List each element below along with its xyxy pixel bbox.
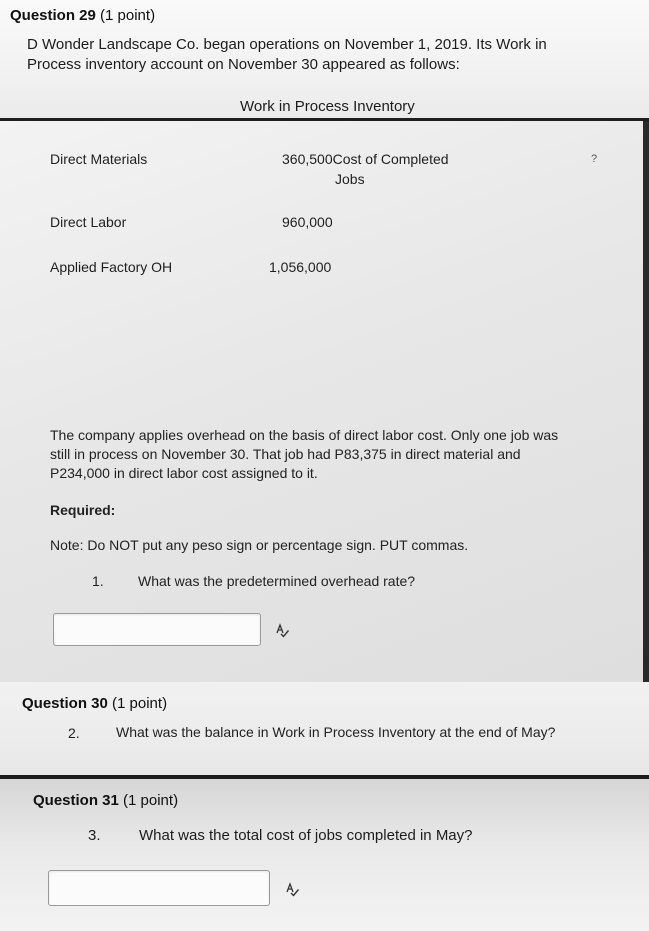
ledger-value-direct-labor: 960,000 [282, 214, 333, 230]
question-29-title [10, 7, 155, 24]
answer-input-q31[interactable] [48, 870, 270, 906]
question-number: Question 31 [33, 792, 119, 809]
ledger-credit-value-unknown: ? [591, 153, 598, 165]
ledger-value-direct-materials: 360,500 [282, 151, 333, 167]
account-title: Work in Process Inventory [240, 98, 415, 115]
item-text: What was the balance in Work in Process Inventory at the end of May? [116, 724, 556, 740]
spellcheck-icon[interactable] [284, 881, 300, 897]
paragraph-line-1: The company applies overhead on the basis of direct labor cost. Only one job was [50, 427, 559, 443]
ledger-credit-label: Cost of Completed [332, 151, 449, 167]
required-label: Required: [50, 502, 116, 518]
ledger-value-applied-factory-oh: 1,056,000 [269, 259, 332, 275]
question-30-title [22, 695, 167, 712]
question-29-intro-line-1: D Wonder Landscape Co. began operations on November 1, 2019. Its Work in [27, 36, 547, 53]
paragraph-line-3: P234,000 in direct labor cost assigned to it. [50, 465, 318, 481]
question-29-body-panel [0, 121, 645, 682]
item-number: 3. [88, 827, 101, 844]
question-number: Question 29 [10, 7, 96, 24]
answer-input-q29[interactable] [53, 613, 261, 646]
ledger-credit-label-line-2: Jobs [335, 171, 365, 187]
question-points: (1 point) [123, 792, 179, 809]
ledger-label-applied-factory-oh: Applied Factory OH [50, 259, 173, 275]
item-text: What was the predetermined overhead rate? [138, 573, 416, 589]
ledger-label-direct-labor: Direct Labor [50, 214, 127, 230]
item-number: 2. [68, 725, 80, 741]
question-points: (1 point) [112, 695, 168, 712]
question-29-intro-line-2: Process inventory account on November 30 appeared as follows: [27, 56, 460, 73]
question-31-title [33, 792, 178, 809]
instruction-note: Note: Do NOT put any peso sign or percentage sign. PUT commas. [50, 537, 469, 553]
item-text: What was the total cost of jobs completed in May? [139, 827, 473, 844]
panel-edge [643, 121, 649, 682]
question-points: (1 point) [100, 7, 156, 24]
spellcheck-icon[interactable] [274, 622, 290, 638]
item-number: 1. [92, 573, 104, 589]
paragraph-line-2: still in process on November 30. That job had P83,375 in direct material and [50, 446, 521, 462]
ledger-label-direct-materials: Direct Materials [50, 151, 148, 167]
ledger-debit-direct-materials [282, 151, 449, 167]
question-number: Question 30 [22, 695, 108, 712]
